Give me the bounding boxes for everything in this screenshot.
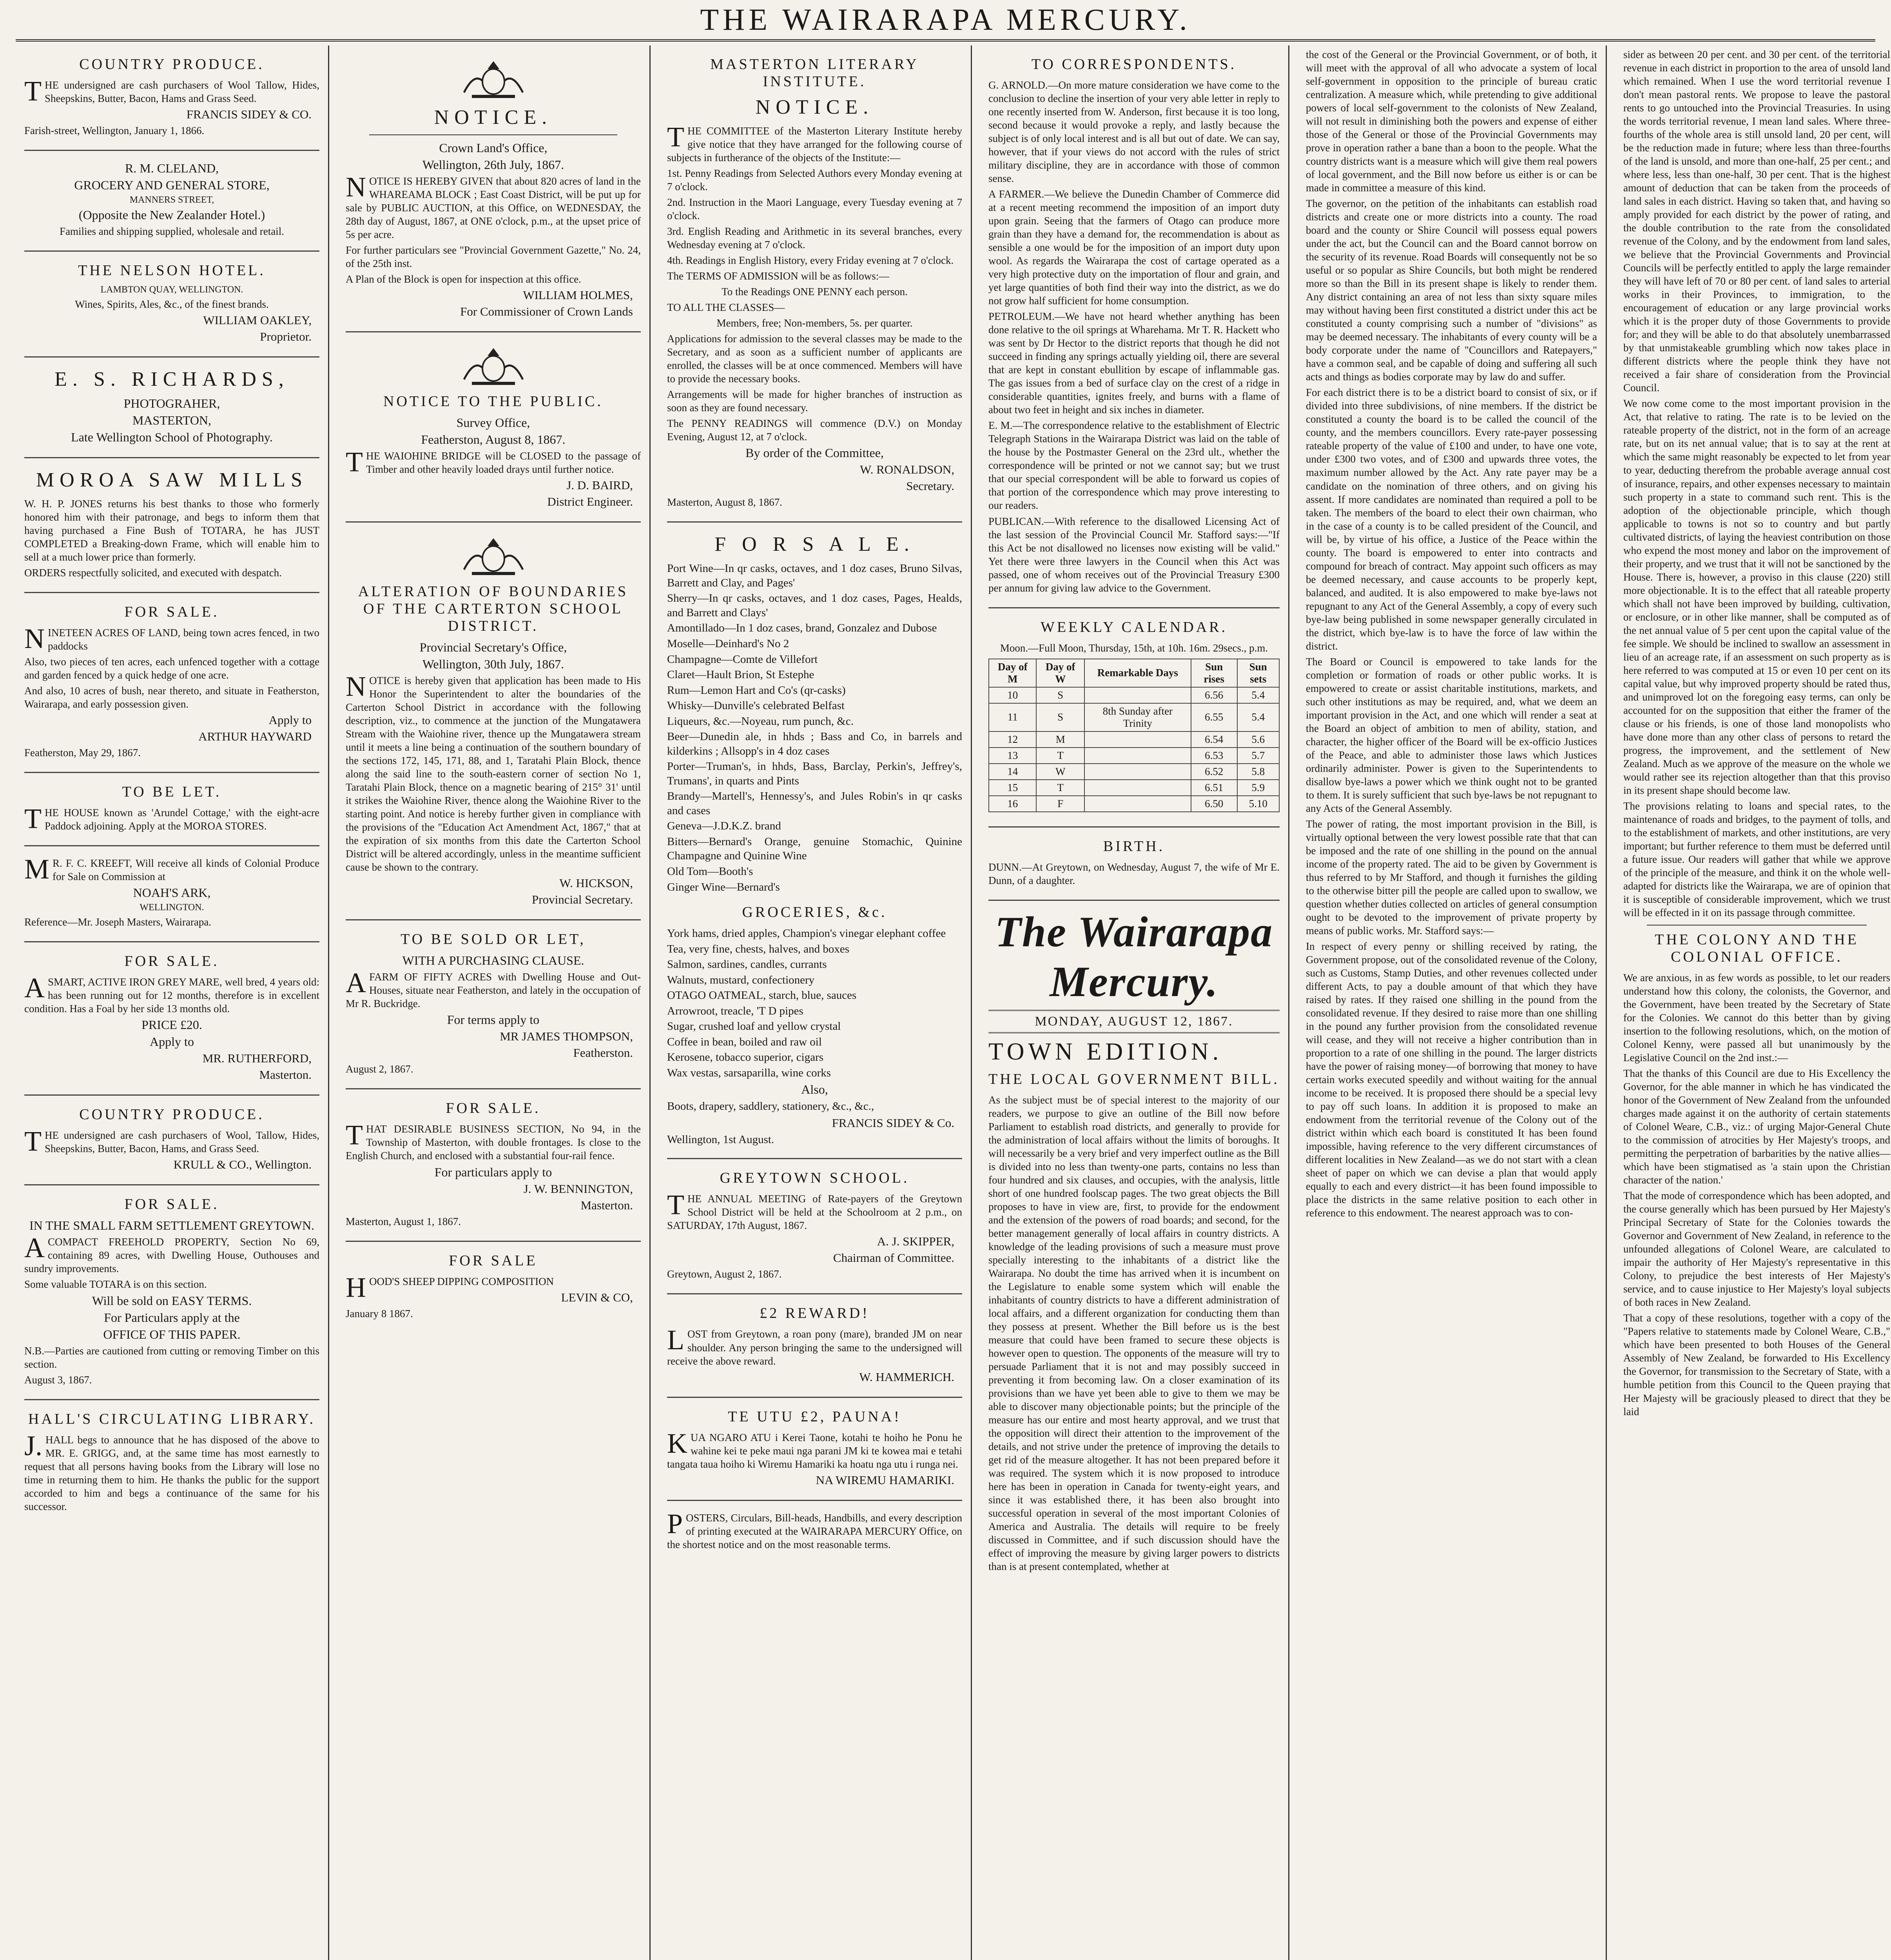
correspondent-reply: E. M.—The correspondence relative to the establishment of Electric Telegraph Stations in the Wairarapa District was laid on the table of the house by the Postmaster General on the 23rd ult., whether the correspondence will be printed or not we cannot say; but we trust that our special correspondent will be able to forward us copies of that portion of the correspondence which may prove interesting to our readers. (988, 419, 1280, 512)
ad-date: Masterton, August 1, 1867. (346, 1215, 461, 1227)
table-cell: S (1036, 687, 1084, 703)
notice-office: Survey Office, (456, 416, 530, 430)
table-cell: 5.7 (1237, 748, 1279, 764)
table-row (989, 687, 1279, 703)
ad-terms: Will be sold on EASY TERMS. (92, 1293, 252, 1308)
ad-price: PRICE £20. (141, 1018, 202, 1032)
article-paragraph: We now come come to the most important provision in the Act, that relative to rating. The rate is to be levied on the rateable property of the district, not in the form of an acreage rate, but on its net annual value; that is to say at the rent at which the same might reasonably be expected to let from year to year, deducting therefrom the probable average annual cost of insurance, repairs, and other expenses necessary to maintain such property in a state to command such rent. This is the adoption of the objectionable principle, which though applicable to towns is not so to country and but partly cultivated districts, of laying the heaviest contribution on those who expend the most money and labor on the improvement of their property, and we trust that it will not be sanctioned by the House. There is, however, a proviso in this clause (220) still more objectionable. It is to the effect that all rateable property which shall not have been improved by building, cultivation, or enclosure, or in other like manner, shall be computed as of the net annual value of 5 per cent upon the capital value of the fee simple. We should be inclined to swallow an assessment in lieu of an acreage rate, if an assessment on such property as is here referred to was computed at 15 or even 10 per cent on its capital value, but why improved property should be rated thus, and unimproved lot on the foregoing easy terms, can only be accounted for on the supposition that either the framer of the clause or his friends, is one of those land monopolists who have done more than any other class of persons to retard the progress, the improvement, and the settlement of New Zealand. Much as we approve of the measure on the whole we would rather see its rejection altogether than that this proviso in its present shape should become law. (1623, 397, 1890, 796)
ad-name: R. M. CLELAND, (125, 161, 219, 176)
column-5 (1297, 45, 1607, 1960)
ad-heading: F O R S A L E. (714, 533, 915, 556)
ad-body: Wines, Spirits, Ales, &c., of the finest brands. (75, 298, 269, 310)
moroa-saw-mills-ad (24, 458, 319, 593)
reward-ad (667, 1294, 962, 1397)
ad-body: THAT DESIRABLE BUSINESS SECTION, No 94, in the Township of Masterton, with double frontages. Is close to the English Church, and enclosed with a substantial four-rail fence. (346, 1119, 641, 1162)
table-row (989, 764, 1279, 780)
ad-location: Featherston. (573, 1046, 633, 1060)
notice-role: Chairman of Committee. (833, 1251, 954, 1265)
notice-heading: NOTICE. (434, 106, 553, 129)
article-paragraph: We are anxious, in as few words as possible, to let our readers understand how this colony, the colonists, the Governor, and the Government, have been treated by the Secretary of State for the Colonies. We cannot do this better than by giving insertion to the following resolutions, which, on the motion of Colonel Kenny, were passed all but unanimously by the Legislative Council on the 2nd inst.:— (1623, 972, 1890, 1064)
ad-body: LOST from Greytown, a roan pony (mare), branded JM on near shoulder. Any person bringing the same to the undersigned will receive the above reward. (667, 1324, 962, 1367)
ad-address: LAMBTON QUAY, WELLINGTON. (100, 285, 243, 295)
hoods-sheep-dip-ad (346, 1242, 641, 1333)
notice-signature: J. D. BAIRD, (566, 478, 633, 492)
notice-signature: A. J. SKIPPER, (877, 1234, 954, 1249)
list-item: Walnuts, mustard, confectionery (667, 973, 815, 986)
correspondent-reply: G. ARNOLD.—On more mature consideration we have come to the conclusion to decline the insertion of your very able letter in reply to one recently inserted from W. Anderson, first because it is too long, second because it would provoke a reply, and lastly because the subject is of only local interest and is all but out of date. We can say, however, that if your views do not accord with the rules of strict military discipline, they are in accordance with those of common sense. (988, 79, 1280, 185)
ad-date: January 8 1867. (346, 1307, 413, 1319)
table-cell (1084, 748, 1191, 764)
notice-penny-readings: The PENNY READINGS will commence (D.V.) on Monday Evening, August 12, at 7 o'clock. (667, 417, 962, 443)
column-1 (16, 45, 329, 1960)
ad-body: KUA NGARO ATU i Kerei Taone, kotahi te hoiho he Ponu he wahine kei te peke maui nga parani JM ki te kowea mai e tetahi tangata taua hoiho ki Wiremu Hamariki ka hoatu nga utu i runga nei. (667, 1427, 962, 1470)
list-item: Moselle—Deinhard's No 2 (667, 637, 789, 650)
column-header: Remarkable Days (1084, 659, 1191, 687)
article-heading: THE LOCAL GOVERNMENT BILL. (988, 1071, 1280, 1087)
richards-photographer-ad (24, 358, 319, 458)
to-correspondents (988, 45, 1280, 608)
table-header-row (989, 659, 1279, 687)
table-cell: 5.4 (1237, 703, 1279, 731)
notice-heading: MASTERTON LITERARY INSTITUTE. (710, 56, 919, 90)
literary-institute-notice (667, 45, 962, 523)
notice-item: 2nd. Instruction in the Maori Language, every Tuesday evening at 7 o'clock. (667, 196, 962, 222)
section-heading: TO CORRESPONDENTS. (1031, 56, 1237, 73)
groceries-heading: GROCERIES, &c. (742, 904, 887, 921)
table-cell (1084, 796, 1191, 812)
list-item: Wax vestas, sarsaparilla, wine corks (667, 1066, 831, 1079)
ad-heading: COUNTRY PRODUCE. (79, 56, 265, 73)
table-cell: M (1036, 731, 1084, 748)
table-cell: 6.54 (1191, 731, 1237, 748)
notice-penny: To the Readings ONE PENNY each person. (722, 286, 908, 298)
ad-terms: For terms apply to (447, 1013, 540, 1027)
table-cell: S (1036, 703, 1084, 731)
moon-phase: Moon.—Full Moon, Thursday, 15th, at 10h. 16m. 29secs., p.m. (1000, 642, 1268, 654)
ad-heading: FOR SALE. (124, 604, 219, 621)
notice-role: Provincial Secretary. (532, 893, 633, 907)
ad-signature: LEVIN & CO, (561, 1290, 633, 1304)
ad-address: Farish-street, Wellington, January 1, 1866. (24, 125, 205, 137)
to-be-sold-or-let-ad (346, 920, 641, 1089)
ad-apply: Apply to (268, 713, 312, 727)
ad-location: MASTERTON, (132, 413, 212, 428)
ad-signature: WILLIAM OAKLEY, (203, 313, 312, 327)
list-item: Tea, very fine, chests, halves, and boxes (667, 942, 850, 955)
ad-body: THE HOUSE known as 'Arundel Cottage,' with the eight-acre Paddock adjoining. Apply at the MOROA STORES. (24, 803, 319, 835)
column-6 (1615, 45, 1891, 1960)
table-cell: 11 (989, 703, 1036, 731)
ad-signature: MR JAMES THOMPSON, (500, 1029, 633, 1044)
maori-reward-ad (667, 1398, 962, 1501)
table-cell (1084, 731, 1191, 748)
table-cell: T (1036, 748, 1084, 764)
ad-body: J.HALL begs to announce that he has disposed of the above to MR. E. GRIGG, and, at the same time has most earnestly to request that all persons having books from the Library will lose no time in returning them to him. He thanks the public for the support accorded to him and begs a continuance of the same for his successor. (24, 1430, 319, 1512)
list-item: Champagne—Comte de Villefort (667, 653, 818, 666)
notice-subheading: NOTICE. (755, 96, 874, 118)
notice-members: Members, free; Non-members, 5s. per quarter. (716, 317, 913, 329)
for-sale-farm-ad (24, 1185, 319, 1400)
list-item: Porter—Truman's, in hhds, Bass, Barclay, Perkin's, Jeffrey's, Trumans', in quarts and Pints (667, 760, 962, 787)
article-paragraph: For each district there is to be a district board to consist of six, or if divided into three subdivisions, of nine members. If the district be constituted a county the board is to be called the council of the county, and the members councillors. Every rate-payer possessing rateable property of the value of £100 and under, to have one vote, under £300 two votes, and of £300 and upwards three votes, the maximum number allowed by the Act. Any rate payer may be a candidate on the nomination of three others, and on giving his assent. If more candidates are nominated than required a poll to be taken. The members of the board to elect their own chairman, who in the case of a county is to be called president of the Council, and will be, by virtue of his office, a Justice of the Peace within the county. The board is empowered to enter into contracts and compound for breach of contract. May appoint such officers as may be deemed necessary, and cause accounts to be properly kept, balanced, and audited. It is also empowered to make bye-laws not repugnant to any Act of the General Assembly, a copy of every such bye-law being published in some newspaper generally circulated in the district, which bye-law is to have the force of law within the district. (1306, 387, 1597, 652)
list-item: Rum—Lemon Hart and Co's (qr-casks) (667, 684, 846, 697)
table-cell: 14 (989, 764, 1036, 780)
list-item: Sugar, crushed loaf and yellow crystal (667, 1020, 841, 1033)
hall-library-ad (24, 1400, 319, 1526)
article-paragraph: The Board or Council is empowered to take lands for the completion or formation of roads or other public works. It is empowered to create or assist charitable institutions, markets, and such other institutions as may be required, and, what we deem an important provision in the Act, and one which will render a seat at the Board an object of ambition to men of ability, station, and character, the higher officer of the Board will be ex-officio Justices of the Peace, and able to administer those laws which Justices ordinarily administer. Power is given to the Superintendents to disallow bye-laws a power which we think ought not to be granted to them. It is surely sufficient that such bye-laws be not repugnant to any Acts of the General Assembly. (1306, 655, 1597, 814)
ad-body: W. H. P. JONES returns his best thanks to those who formerly honored him with their patronage, and begs to inform them that having purchased a Fine Bush of TOTARA, he has JUST COMPLETED a Breaking-down Frame, which will enable him to sell at a much lower price than formerly. (24, 498, 319, 563)
nelson-hotel-ad (24, 252, 319, 358)
table-cell: 5.4 (1237, 687, 1279, 703)
ad-location: Masterton. (259, 1068, 312, 1082)
ad-caution: N.B.—Parties are cautioned from cutting or removing Timber on this section. (24, 1345, 319, 1370)
ad-body: AFARM OF FIFTY ACRES with Dwelling House and Out-Houses, situate near Featherston, and lately in the occupation of Mr R. Buckridge. (346, 967, 641, 1010)
notice-item: 4th. Readings in English History, every Friday evening at 7 o'clock. (667, 254, 954, 267)
column-header: Day of W (1036, 659, 1084, 687)
ad-heading: TO BE LET. (122, 784, 222, 800)
table-cell: 16 (989, 796, 1036, 812)
table-row (989, 748, 1279, 764)
table-cell (1084, 764, 1191, 780)
table-cell (1084, 780, 1191, 796)
notice-signature: W. HICKSON, (559, 876, 633, 890)
section-heading: BIRTH. (1103, 838, 1165, 855)
list-item: Sherry—In qr casks, octaves, and 1 doz cases, Pages, Healds, and Barrett and Clays' (667, 592, 962, 619)
column-4 (980, 45, 1289, 1960)
ad-totara: Some valuable TOTARA is on this section. (24, 1278, 207, 1290)
notice-applications: Applications for admission to the several classes may be made to the Secretary, and as soon as a sufficient number of applicants are enrolled, the classes will be at once commenced. Members will have to provide the necessary books. (667, 333, 962, 385)
notice-body: THE ANNUAL MEETING of Rate-payers of the Greytown School District will be held at the Schoolroom at 2 p.m., on SATURDAY, 17th August, 1867. (667, 1189, 962, 1232)
notice-terms: The TERMS OF ADMISSION will be as follows:— (667, 270, 890, 282)
ad-body: Families and shipping supplied, wholesale and retail. (60, 225, 284, 238)
article-paragraph: As the subject must be of special interest to the majority of our readers, we purpose to give an outline of the Bill now before Parliament to establish road districts, and generally to provide for the administration of local affairs without the limits of boroughs. It will necessarily be a very brief and very imperfect outline as the Bill is divided into no less than twenty-one parts, contains no less than four hundred and six clauses, and occupies, with the analysis, little short of one hundred foolscap pages. The two great objects the Bill proposes to have in view are, first, to provide for the endowment and the extension of the powers of road boards; and second, for the better management generally of local affairs in country districts. A knowledge of the leading provisions of such a measure must prove specially interesting to the inhabitants of a district like the Wairarapa. No doubt the time has arrived when it is incumbent on the Legislature to enable some system which will enable the inhabitants of country districts to have a different administration of local affairs, and a different organization for conducting them than they possess at present. Whether the Bill before us is the best measure that could have been framed to secure these objects is however open to question. The opponents of the measure will try to persuade Parliament that it is not and may possibly succeed in preventing it from becoming law. On a closer examination of its provisions than we have yet been able to give to them we may be able to discover many objectionable points; but the principle of the measure has our entire and most hearty approval, and we trust that the opposition will direct their attention to the improvement of the details, and not strive under the pretence of improving the details to get rid of the measure altogether. It has not been prepared before it was required. The system which it is now proposed to introduce here has been in operation in Canada for twenty-eight years, and since it was established there, it has been also brought into successful operation in several of the most important Colonies of America and Australia. The details will require to be freely discussed in Committee, and if such discussion should have the effect of improving the measure by giving larger powers to districts than is at present contemplated, whether at (988, 1094, 1280, 1573)
ad-body: NINETEEN ACRES OF LAND, being town acres fenced, in two paddocks (24, 623, 319, 655)
list-item: York hams, dried apples, Champion's vinegar elephant coffee (667, 927, 946, 940)
notice-signature: W. RONALDSON, (860, 463, 954, 477)
newspaper-nameplate: The Wairarapa Mercury. (995, 907, 1273, 1005)
correspondent-reply: PETROLEUM.—We have not heard whether anything has been done relative to the oil springs at Wharehama. Mr T. R. Hackett who was sent by Dr Hector to the district reports that though he did not succeed in finding any springs actually yielding oil, there are several that are kept in constant ebullition by escape of inflammable gas. The gas issues from a bed of surface clay on the crest of a ridge in considerable quantities, ignites freely, and burns with a flame of about two feet in height and six inches in diameter. (988, 310, 1280, 416)
table-cell: 13 (989, 748, 1036, 764)
notice-order: By order of the Committee, (745, 446, 884, 460)
column-header: Day of M (989, 659, 1036, 687)
list-item: Whisky—Dunville's celebrated Belfast (667, 699, 845, 712)
resolution-paragraph: That a copy of these resolutions, together with a copy of the "Papers relative to statements made by Colonel Weare, C.B.," which have been presented to both Houses of the General Assembly of New Zealand, be forwarded to His Excellency the Governor, for transmission to the Secretary of State, with a humble petition from this Council to the Queen praying that Her Majesty will be graciously pleased to direct that they be laid (1623, 1312, 1890, 1417)
notice-signature: WILLIAM HOLMES, (523, 288, 633, 302)
column-3 (658, 45, 972, 1960)
table-row (989, 796, 1279, 812)
list-item: Ginger Wine—Bernard's (667, 880, 780, 893)
notice-date: Wellington, 30th July, 1867. (422, 657, 564, 671)
list-item: Liqueurs, &c.—Noyeau, rum punch, &c. (667, 715, 854, 728)
weekly-calendar (988, 608, 1280, 828)
printing-ad (667, 1501, 962, 1564)
notice-date: Greytown, August 2, 1867. (667, 1268, 782, 1280)
list-item: Old Tom—Booth's (667, 865, 753, 878)
ad-location: Masterton. (580, 1198, 633, 1212)
table-cell: 5.10 (1237, 796, 1279, 812)
ad-heading: FOR SALE (449, 1252, 538, 1269)
ad-heading: HALL'S CIRCULATING LIBRARY. (28, 1410, 315, 1427)
table-cell: T (1036, 780, 1084, 796)
column-header: Sun rises (1191, 659, 1237, 687)
ad-signature: J. W. BENNINGTON, (523, 1181, 633, 1196)
ad-boots: Boots, drapery, saddlery, stationery, &c., &c., (667, 1100, 874, 1113)
edition-title: TOWN EDITION. (988, 1038, 1223, 1065)
notice-date: Featherston, August 8, 1867. (421, 432, 566, 447)
article-paragraph: The power of rating, the most important provision in the Bill, is virtually optional between the very lowest possible rate that that can be imposed and the rate of one shilling in the pound on the annual income of the property rated. The aid to be given by Government is thus referred to by Mr Stafford, and though it furnishes the gilding to the otherwise bitter pill the people are called upon to swallow, we question whether duties collected on articles of general consumption ought to be devoted to the improvement of private property by means of public works. Mr. Stafford says:— (1306, 818, 1597, 937)
list-item: Salmon, sardines, candles, currants (667, 958, 827, 971)
table-row (989, 731, 1279, 748)
notice-heading: GREYTOWN SCHOOL. (720, 1170, 910, 1187)
correspondent-reply: PUBLICAN.—With reference to the disallowed Licensing Act of the last session of the Provincial Council Mr. Stafford says:—"If this Act be not disallowed no licenses now existing will be valid." Yet there were three lawyers in the Council when this Act was passed, one of whom receives out of the Provincial Treasury £300 per annum for giving law advice to the Government. (988, 515, 1280, 594)
table-cell: 8th Sunday after Trinity (1084, 703, 1191, 731)
table-cell: 12 (989, 731, 1036, 748)
country-produce-ad-1 (24, 45, 319, 151)
ad-body: THE undersigned are cash purchasers of Wool, Tallow, Hides, Sheepskins, Butter, Bacon, Hams, and Grass Seed. (24, 1125, 319, 1157)
list-item: Claret—Hault Brion, St Estephe (667, 668, 814, 681)
ad-signature: FRANCIS SIDEY & Co. (832, 1116, 954, 1130)
ad-heading: FOR SALE. (124, 953, 219, 970)
ad-body: MR. F. C. KREEFT, Will receive all kinds of Colonial Produce for Sale on Commission at (24, 853, 319, 885)
table-cell: 6.50 (1191, 796, 1237, 812)
ad-signature: KRULL & CO., Wellington. (173, 1158, 312, 1172)
ad-body: POSTERS, Circulars, Bill-heads, Handbills, and every description of printing executed at the WAIRARAPA MERCURY Office, on the shortest notice and on the most reasonable terms. (667, 1508, 962, 1550)
notice-heading: NOTICE TO THE PUBLIC. (383, 393, 603, 410)
ad-title: PHOTOGRAHER, (123, 396, 220, 411)
ad-body: HOOD'S SHEEP DIPPING COMPOSITION (346, 1271, 554, 1303)
notice-plan: A Plan of the Block is open for inspection at this office. (346, 273, 581, 285)
cleland-ad (24, 151, 319, 252)
section-heading: WEEKLY CALENDAR. (1040, 619, 1228, 635)
article-paragraph: the cost of the General or the Provincial Government, or of both, it will meet with the approval of all who advocate a system of local self-government in opposition to the principle of bureau cratic centralization. A measure which, while pretending to give additional powers of local self-government to the colonists of New Zealand, will not result in diminishing both the powers and expense of either those of the General or those of the Provincial Governments may prove in operation rather a bane than a boon to the people. What the country districts want is a measure which will give them real powers of local government, and the Bill now before us either is or can be made in committee a measure of this kind. (1306, 49, 1597, 194)
divider (369, 134, 617, 135)
ad-date: August 3, 1867. (24, 1374, 92, 1386)
ad-subheading: WITH A PURCHASING CLAUSE. (402, 953, 584, 968)
list-item: Bitters—Bernard's Orange, genuine Stomachic, Quinine Champagne and Quinine Wine (667, 835, 962, 862)
royal-crest-icon (346, 57, 641, 100)
table-cell: F (1036, 796, 1084, 812)
article-heading: THE COLONY AND THE COLONIAL OFFICE. (1655, 931, 1859, 965)
ad-subheading: IN THE SMALL FARM SETTLEMENT GREYTOWN. (29, 1218, 315, 1233)
ad-heading: COUNTRY PRODUCE. (79, 1106, 265, 1123)
ad-apply: Apply to (150, 1034, 194, 1049)
table-cell: 15 (989, 780, 1036, 796)
wines-for-sale-ad (667, 523, 962, 1159)
country-produce-ad-2 (24, 1096, 319, 1185)
issue-date: MONDAY, AUGUST 12, 1867. (988, 1010, 1280, 1033)
ad-body: ASMART, ACTIVE IRON GREY MARE, well bred, 4 years old: has been running out for 12 months, therefore is in excellent condition. Has a Foal by her side 13 months old. (24, 972, 319, 1015)
ad-reference: Reference—Mr. Joseph Masters, Wairarapa. (24, 916, 212, 928)
list-item: Coffee in bean, boiled and raw oil (667, 1035, 822, 1048)
crown-lands-notice (346, 45, 641, 332)
notice-further: For further particulars see "Provincial Government Gazette," No. 24, of the 25th inst. (346, 244, 641, 270)
ad-note: Late Wellington School of Photography. (71, 430, 273, 445)
ad-heading: E. S. RICHARDS, (54, 368, 289, 391)
notice-body: NOTICE IS HEREBY GIVEN that about 820 acres of land in the WHAREAMA BLOCK ; East Coast District, will be put up for sale by PUBLIC AUCTION, at this Office, on WEDNESDAY, the 28th day of August, 1867, at ONE o'clock, p.m., at the upset price of 5s per acre. (346, 171, 641, 241)
list-item: Amontillado—In 1 doz cases, brand, Gonzalez and Dubose (667, 622, 937, 635)
ad-orders: ORDERS respectfully solicited, and executed with despatch. (24, 567, 282, 579)
table-cell: 5.9 (1237, 780, 1279, 796)
notice-arrangements: Arrangements will be made for higher branches of instruction as soon as they are found necessary. (667, 388, 962, 414)
for-sale-mare-ad (24, 942, 319, 1096)
ad-body: THE undersigned are cash purchasers of Wool Tallow, Hides, Sheepskins, Butter, Bacon, Hams and Grass Seed. (24, 75, 319, 107)
ad-heading: THE NELSON HOTEL. (78, 262, 266, 279)
list-item: Geneva—J.D.K.Z. brand (667, 820, 781, 833)
royal-crest-icon (346, 344, 641, 387)
ad-heading: MOROA SAW MILLS (36, 469, 308, 492)
ad-signature: W. HAMMERICH. (859, 1370, 954, 1384)
table-cell: 10 (989, 687, 1036, 703)
notice-role: Secretary. (906, 479, 954, 493)
article-quote: sider as between 20 per cent. and 30 per cent. of the territorial revenue in each district in proportion to the area of unsold land which remained. When I use the word territorial revenue I don't mean pastoral rents. We propose to leave the pastoral rents to go untouched into the Provincial Treasuries. In using the words territorial revenue, I mean land sales. Where three-fourths of the whole area is still unsold land, 20 per cent, will be the reduction made in future; where less than three-fourths of the land is unsold, and more than one-half, 25 per cent.; and where less, less than one-half, 30 per cent. That is the highest amount of deduction that can be taken from the proceeds of land sales in each district. Having so taken that, and having so amply provided for each district by the power of rating, and the double contribution to the rate from the consolidated revenue of the Colony, and by the endowment from land sales, we believe that the Provincial Governments and Provincial Councils will be perfectly entitled to apply the large remainder they will have left of 70 or 80 per cent. of land sales to arterial works in their Provinces, to immigration, to the encouragement of education or any large provincial works which it is the proper duty of those Governments to provide for; and they will be able to do that absolutely unembarrassed by that unmistakeable grumbling which now takes place in different districts where the people think they have not received a fair share of consideration from the Provincial Council. (1623, 49, 1890, 394)
table-row (989, 780, 1279, 796)
ad-date: Featherston, May 29, 1867. (24, 747, 141, 759)
masthead: THE WAIRARAPA MERCURY. (16, 0, 1875, 42)
birth-body: DUNN.—At Greytown, on Wednesday, August 7, the wife of Mr E. Dunn, of a daughter. (988, 861, 1280, 886)
ad-signature: NA WIREMU HAMARIKI. (816, 1473, 954, 1487)
table-cell: 6.53 (1191, 748, 1237, 764)
resolution-paragraph: That the mode of correspondence which has been adopted, and the course generally which has been pursued by Her Majesty's Principal Secretary of State for the Colonies towards the Governor and Government of New Zealand, in reference to the unfounded allegations of Colonel Weare, are calculated to impair the authority of Her Majesty's representative in this Colony, to prejudice the best interests of Her Majesty's service, and to cause injustice to Her Majesty's loyal subjects of both races in New Zealand. (1623, 1190, 1890, 1308)
article-quote: In respect of every penny or shilling received by rating, the Government propose, out of the consolidated revenue of the Colony, such as Customs, Stamp Duties, and other revenues collected under different Acts, to pay a double amount of that which they have raised by rates. If they raised one shilling in the pound from the consolidated revenue. If they desired to raise more than one shilling in the pound any further provision from the consolidated revenue will cease, and they will not receive a higher contribution than in proportion to a rate of one shilling in the pound. The larger districts have the power of raising money—of borrowing that money to have certain works executed speedily and without waiting for the annual income to be received. It is proposed there should be a special levy to pay off such loans. In addition it is proposed to make an endowment from the territorial revenue of the Colony out of the district within which each board is constituted It has been found impossible, having reference to the very different circumstances of different localities in New Zealand—as we do not start with a clean sheet of paper on which we can devise a plan that would apply equally to each and every district—it has been found impossible to place the districts in the same relative position to each other in reference to this endowment. The nearest approach was to con- (1306, 940, 1597, 1219)
newspaper-page (0, 42, 1891, 1960)
ad-town: WELLINGTON. (140, 902, 204, 913)
greytown-school-notice (667, 1159, 962, 1294)
list-item: Kerosene, tobacco superior, cigars (667, 1051, 824, 1064)
ad-date: Wellington, 1st August. (667, 1133, 774, 1146)
notice-role: For Commissioner of Crown Lands (460, 305, 633, 319)
table-cell (1084, 687, 1191, 703)
column-2 (337, 45, 651, 1960)
list-item: OTAGO OATMEAL, starch, blue, sauces (667, 989, 857, 1002)
notice-office: Provincial Secretary's Office, (419, 640, 567, 655)
carterton-boundaries-notice (346, 523, 641, 920)
article-paragraph: The governor, on the petition of the inhabitants can establish road districts and create one or more districts into a county. The road board and the county or Shire Council will possess equal powers under the act, but the Council can and the Board cannot borrow on the security of its revenue. Road Boards will consequently not be so useful or so popular as Shire Councils, but both might be rendered more so than the Bill in its present shape is likely to render them. Any district containing an area of not less than sixty square miles may without having been first constituted a district under this act be constituted a county comprising such a number of "divisions" as may be deemed necessary. The inhabitants of every county will be a body corporate under the name of "Councillors and Ratepayers," have a common seal, and be capable of doing and suffering all such acts and things as bodies corporate may by law do and suffer. (1306, 198, 1597, 383)
list-item: Beer—Dunedin ale, in hhds ; Bass and Co, in barrels and kilderkins ; Allsopp's in 4 doz cases (667, 730, 962, 757)
correspondent-reply: A FARMER.—We believe the Dunedin Chamber of Commerce did at a recent meeting recommend the imposition of an import duty upon grain. Seeing that the farmers of Otago can produce more grain than they have a demand for, the recommendation is about as sensible a one would be for the imposition of an import duty upon wool. As regards the Wairarapa the cost of cartage operated as a very high protective duty on the importation of flour and grain, and yet large quantities of both find their way into the district, as we do not grow half sufficient for home consumption. (988, 188, 1280, 307)
business-section-sale-ad (346, 1089, 641, 1241)
notice-to-public (346, 332, 641, 523)
birth-notice (988, 828, 1280, 901)
list-item: Arrowroot, treacle, 'T D pipes (667, 1004, 803, 1017)
notice-date: Masterton, August 8, 1867. (667, 496, 782, 508)
table-cell: 6.51 (1191, 780, 1237, 796)
ad-also: And also, 10 acres of bush, near thereto, and situate in Featherston, Wairarapa, and early possession given. (24, 685, 319, 710)
for-sale-land-ad (24, 593, 319, 773)
list-item: Port Wine—In qr casks, octaves, and 1 doz cases, Bruno Silvas, Barrett and Clay, and Pages' (667, 562, 962, 589)
column-header: Sun sets (1237, 659, 1279, 687)
notice-role: District Engineer. (547, 495, 633, 509)
notice-all-classes: TO ALL THE CLASSES— (667, 301, 785, 314)
notice-body: NOTICE is hereby given that application has been made to His Honor the Superintendent to alter the boundaries of the Carterton School District in accordance with the following description, viz., to commence at the junction of the Mungatawera Stream with the Waiohine river, thence up the Mungatawera stream until it meets a line being a continuation of the southern boundary of the sections 172, 145, 171, 88, and 1, Taratahi Plain Block, thence along the said line to the south-eastern corner of section No 1, Taratahi Plain Block, thence on a magnetic bearing of 215° 31' until it strikes the Waiohine River, thence along the Waiohine River to the starting point. And notice is hereby further given in compliance with the provisions of the "Education Act Amendment Act, 1867," that at the expiration of six months from this date the Carterton School District will be altered accordingly, unless in the meantime sufficient cause be shown to the contrary. (346, 671, 641, 873)
notice-body: THE WAIOHINE BRIDGE will be CLOSED to the passage of Timber and other heavily loaded drays until further notice. (346, 446, 641, 478)
notice-heading: ALTERATION OF BOUNDARIES OF THE CARTERTON SCHOOL DISTRICT. (358, 583, 629, 635)
ad-office: OFFICE OF THIS PAPER. (103, 1327, 241, 1341)
ad-title: GROCERY AND GENERAL STORE, (74, 178, 270, 192)
notice-item: 1st. Penny Readings from Selected Authors every Monday evening at 7 o'clock. (667, 167, 962, 193)
ad-also: Also, (801, 1082, 828, 1097)
table-cell: 5.6 (1237, 731, 1279, 748)
notice-body: THE COMMITTEE of the Masterton Literary Institute hereby give notice that they have arranged for the following course of subjects in furtherance of the objects of the Institute:— (667, 121, 962, 164)
ad-heading: £2 REWARD! (760, 1305, 870, 1322)
table-cell: W (1036, 764, 1084, 780)
ad-body: ACOMPACT FREEHOLD PROPERTY, Section No 69, containing 89 acres, with Dwelling House, Outhouses and sundry improvements. (24, 1232, 319, 1275)
table-cell: 5.8 (1237, 764, 1279, 780)
divider (1647, 925, 1867, 926)
ad-date: August 2, 1867. (346, 1063, 413, 1075)
ad-signature: MR. RUTHERFORD, (202, 1051, 312, 1065)
notice-date: Wellington, 26th July, 1867. (422, 158, 564, 172)
ad-also: Also, two pieces of ten acres, each unfenced together with a cottage and garden fenced by a quick hedge of one acre. (24, 656, 319, 681)
ad-role: Proprietor. (260, 330, 312, 344)
ad-heading: TE UTU £2, PAUNA! (728, 1408, 901, 1425)
ad-place: NOAH'S ARK, (133, 886, 211, 900)
ad-street: MANNERS STREET, (129, 195, 214, 205)
kreeft-ad (24, 846, 319, 942)
royal-crest-icon (346, 534, 641, 577)
to-be-let-ad (24, 773, 319, 846)
ad-heading: FOR SALE. (446, 1100, 541, 1117)
table-row (989, 703, 1279, 731)
ad-signature: FRANCIS SIDEY & CO. (186, 107, 312, 122)
ad-apply: For particulars apply to (434, 1165, 552, 1179)
ad-signature: ARTHUR HAYWARD (198, 730, 312, 744)
notice-item: 3rd. English Reading and Arithmetic in its several branches, every Wednesday evening at 7 o'clock. (667, 225, 962, 251)
ad-heading: FOR SALE. (124, 1196, 219, 1213)
table-cell: 6.56 (1191, 687, 1237, 703)
resolution-paragraph: That the thanks of this Council are due to His Excellency the Governor, for the able manner in which he has vindicated the honor of the Government of New Zealand from the unfounded charges made against it on the authority of certain statements of Colonel Weare, C.B., viz.: of urging Major-General Chute to the commission of atrocities by Her Majesty's troops, and permitting the perpetration of barbarities by the native allies—which have been stigmatised as 'a stain upon the Christian character of the nation.' (1623, 1067, 1890, 1186)
ad-apply: For Particulars apply at the (104, 1310, 240, 1325)
ad-location: (Opposite the New Zealander Hotel.) (78, 208, 265, 222)
list-item: Brandy—Martell's, Hennessy's, and Jules Robin's in qr casks and cases (667, 790, 962, 817)
article-paragraph: The provisions relating to loans and special rates, to the maintenance of roads and bridges, to the payment of tolls, and to the establishment of markets, and other institutions, are very important; but further reference to them must be deferred until a future issue. Our readers will gather that while we approve of the principle of the measure, and think it on the whole well-adapted for districts like the Wairarapa, we are of opinion that it is susceptible of considerable improvement, which we trust will be effected in it on its passage through committee. (1623, 800, 1890, 918)
notice-office: Crown Land's Office, (439, 141, 548, 155)
calendar-table (988, 659, 1280, 812)
table-cell: 6.52 (1191, 764, 1237, 780)
table-cell: 6.55 (1191, 703, 1237, 731)
ad-heading: TO BE SOLD OR LET, (401, 931, 586, 948)
